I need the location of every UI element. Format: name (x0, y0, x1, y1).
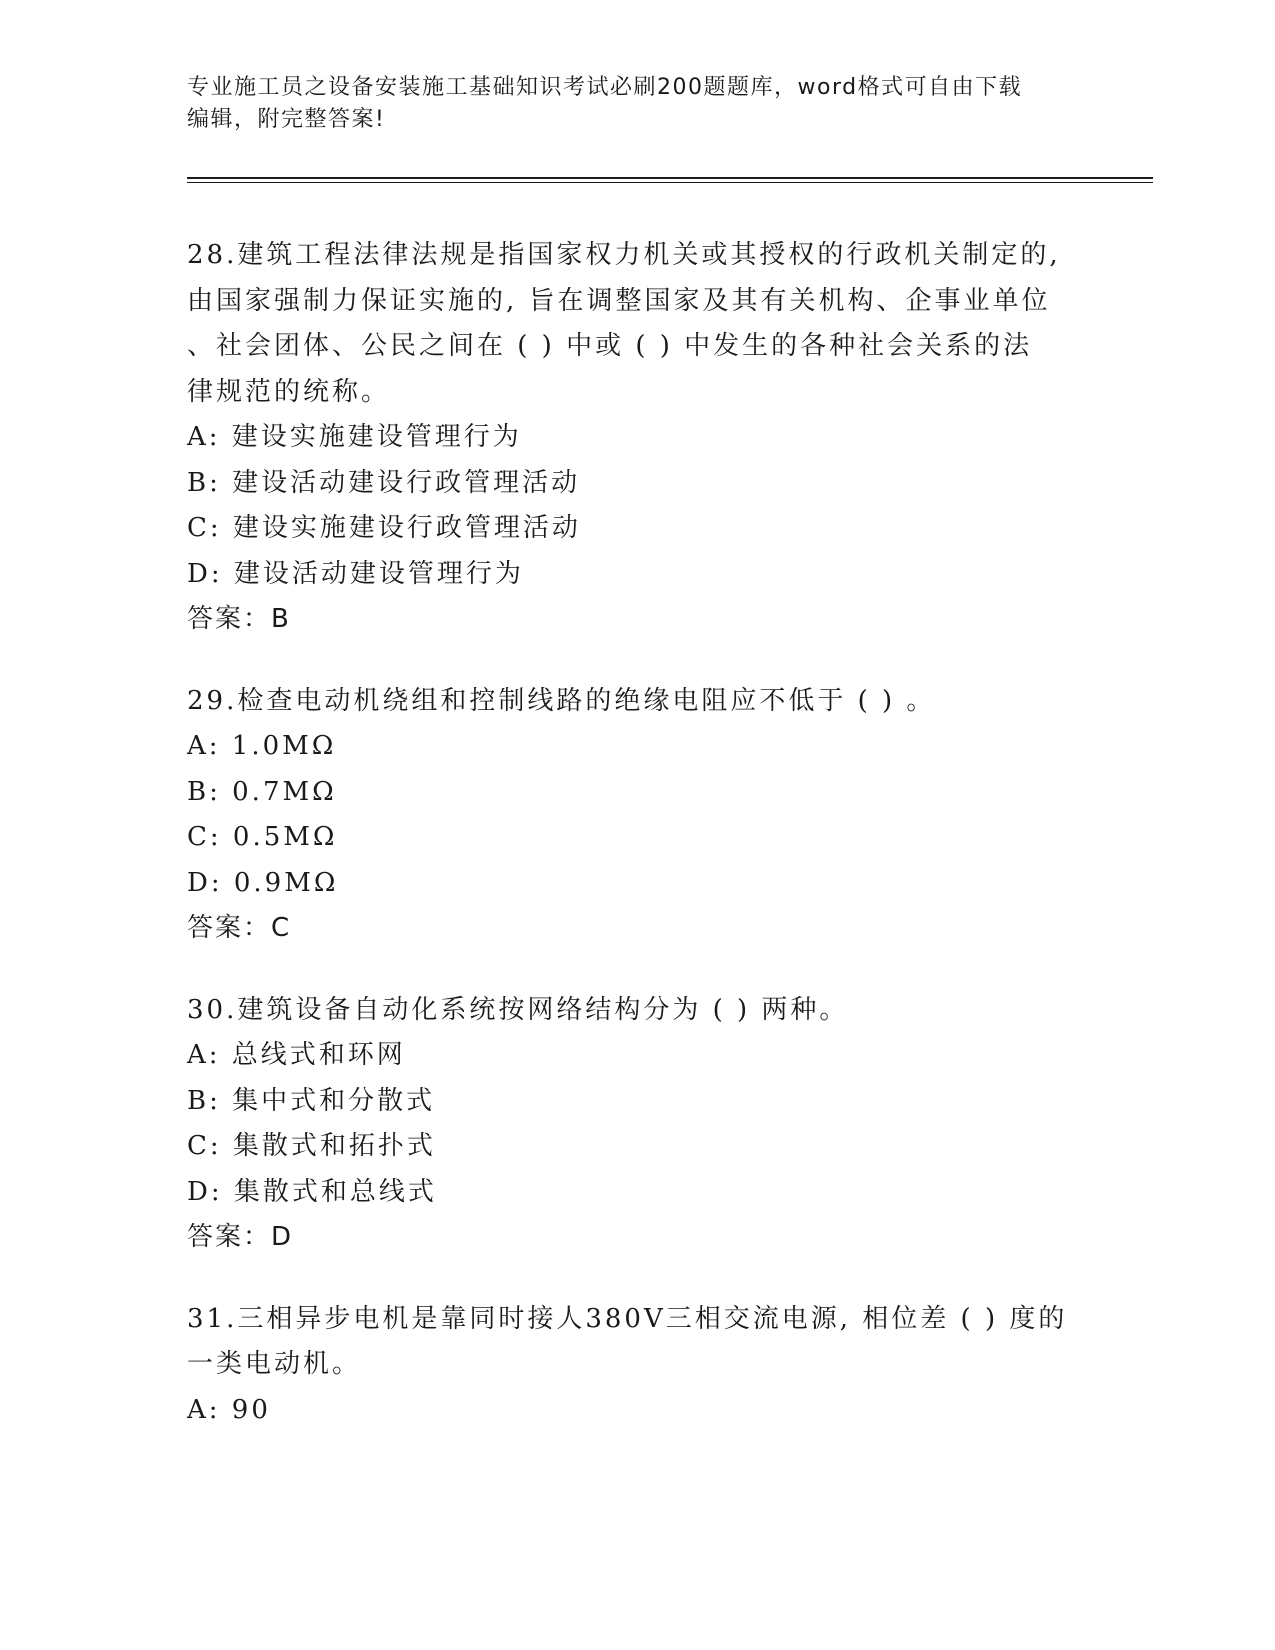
question-stem-line: 、社会团体、公民之间在 ( ) 中或 ( ) 中发生的各种社会关系的法 (187, 331, 1033, 361)
header-line-2: 编辑，附完整答案! (187, 107, 386, 132)
header-line-1: 专业施工员之设备安装施工基础知识考试必刷200题题库，word格式可自由下载 (187, 75, 1023, 100)
answer-label: 答案：C (187, 913, 292, 943)
page-header (187, 72, 1067, 136)
option-b: B: 0.7MΩ (187, 776, 337, 807)
option-c: C: 建设实施建设行政管理活动 (187, 513, 581, 543)
question-stem-line: 由国家强制力保证实施的, 旨在调整国家及其有关机构、企事业单位 (187, 285, 1051, 316)
option-a: A: 总线式和环网 (187, 1040, 406, 1070)
answer-label: 答案：D (187, 1222, 294, 1252)
header-divider-thin (187, 182, 1153, 183)
question-stem-line: 30.建筑设备自动化系统按网络结构分为 ( ) 两种。 (187, 994, 849, 1025)
question-29 (187, 679, 1087, 952)
answer-label: 答案：B (187, 604, 291, 634)
question-list (187, 233, 1087, 1469)
option-a: A: 1.0MΩ (187, 731, 337, 761)
option-d: D: 0.9MΩ (187, 867, 339, 898)
question-stem-line: 律规范的统称。 (187, 376, 391, 407)
option-d: D: 集散式和总线式 (187, 1176, 437, 1207)
option-b: B: 集中式和分散式 (187, 1085, 436, 1116)
question-stem-line: 31.三相异步电机是靠同时接人380V三相交流电源, 相位差 ( ) 度的 (187, 1303, 1068, 1334)
question-30 (187, 988, 1087, 1261)
question-28 (187, 233, 1087, 643)
header-divider-thick (187, 177, 1153, 179)
question-stem-line: 29.检查电动机绕组和控制线路的绝缘电阻应不低于 ( ) 。 (187, 685, 936, 716)
option-c: C: 0.5MΩ (187, 822, 338, 852)
option-b: B: 建设活动建设行政管理活动 (187, 467, 581, 498)
question-31 (187, 1297, 1087, 1434)
question-stem-line: 28.建筑工程法律法规是指国家权力机关或其授权的行政机关制定的, (187, 240, 1061, 270)
option-c: C: 集散式和拓扑式 (187, 1131, 436, 1161)
option-a: A: 90 (187, 1394, 271, 1425)
option-a: A: 建设实施建设管理行为 (187, 422, 522, 452)
question-stem-line: 一类电动机。 (187, 1349, 362, 1379)
option-d: D: 建设活动建设管理行为 (187, 558, 524, 589)
